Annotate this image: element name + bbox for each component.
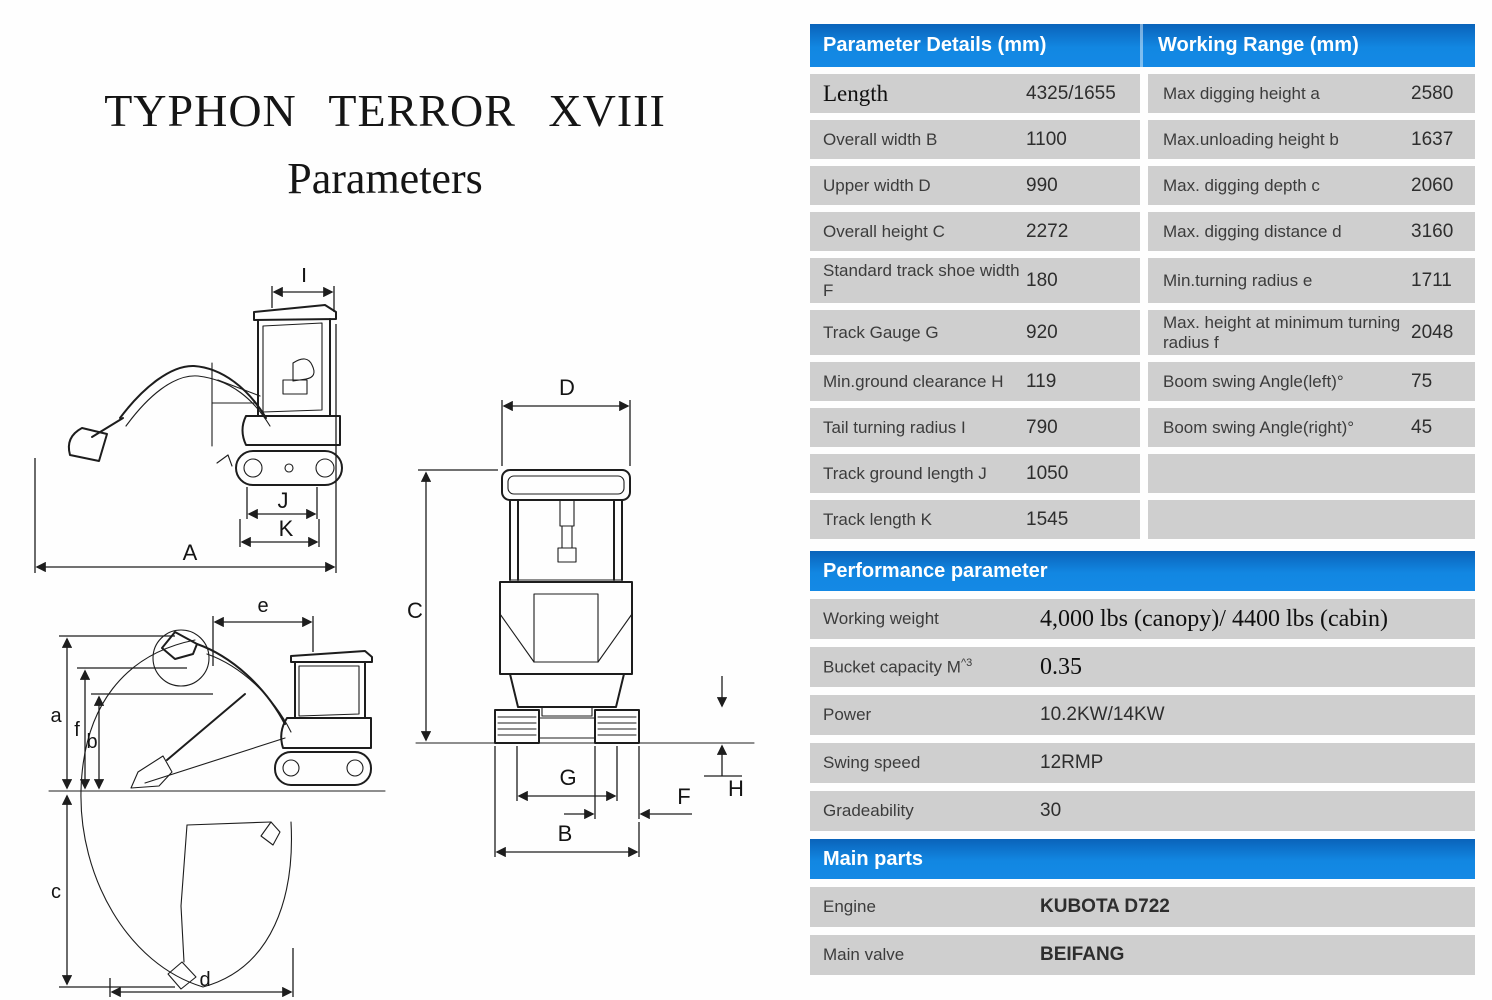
param-value: 180 [1026, 269, 1058, 291]
range-label: Max. height at minimum turning radius f [1163, 313, 1401, 352]
param-value: 4325/1655 [1026, 82, 1116, 104]
param-label: Min.ground clearance H [823, 371, 1004, 391]
param-label: Length [823, 80, 889, 106]
table-row [810, 647, 1475, 687]
dim-label-g-gauge: G [559, 765, 577, 790]
side-view-diagram [22, 268, 344, 586]
perf-value: 12RMP [1040, 752, 1104, 773]
range-value: 2048 [1411, 321, 1454, 343]
param-label: Overall width B [823, 129, 938, 149]
perf-value: 0.35 [1040, 653, 1082, 680]
dim-label-f-shoe: F [677, 784, 691, 809]
dim-label-k: K [278, 516, 294, 541]
table-row [810, 310, 1475, 355]
table-row [810, 454, 1475, 493]
side-view-dimensions [35, 268, 336, 573]
range-value: 2580 [1411, 82, 1454, 104]
param-value: 790 [1026, 416, 1058, 438]
table-row [810, 935, 1475, 975]
perf-label: Swing speed [823, 753, 921, 773]
table-row [810, 887, 1475, 927]
range-label: Max. digging distance d [1163, 221, 1342, 241]
param-label: Track ground length J [823, 463, 987, 483]
superscript: ^3 [960, 657, 973, 670]
dim-label-a: a [50, 705, 62, 727]
param-label: Overall height C [823, 221, 945, 241]
param-value: 119 [1026, 370, 1057, 392]
working-range-diagram [35, 596, 391, 1000]
front-view-dimensions [407, 375, 744, 857]
dim-label-c-height: C [407, 598, 423, 623]
table-row [810, 695, 1475, 735]
range-label: Max digging height a [1163, 83, 1320, 103]
main-parts-section-header: Main parts [810, 839, 1475, 879]
front-view-diagram [402, 370, 774, 886]
table-row [810, 212, 1475, 251]
range-value: 1711 [1411, 269, 1452, 291]
param-value: 920 [1026, 321, 1058, 343]
range-label: Max. digging depth c [1163, 175, 1320, 195]
dim-label-b: b [86, 731, 98, 753]
excavator-side-drawing [69, 305, 342, 485]
table-row [810, 74, 1475, 113]
part-value: BEIFANG [1040, 944, 1125, 965]
dim-label-b-width: B [557, 821, 573, 846]
param-value: 1100 [1026, 128, 1067, 150]
excavator-front-drawing [416, 470, 754, 743]
part-label: Main valve [823, 945, 905, 965]
perf-label: Gradeability [823, 801, 914, 821]
perf-value: 30 [1040, 800, 1062, 821]
dim-label-e: e [257, 596, 269, 617]
range-value: 75 [1411, 370, 1433, 392]
range-value: 2060 [1411, 174, 1454, 196]
table-row [810, 166, 1475, 205]
perf-label: Power [823, 705, 872, 725]
spec-panel [810, 24, 1475, 975]
perf-value: 10.2KW/14KW [1040, 704, 1165, 725]
dim-label-d: d [199, 969, 211, 991]
dim-label-d-width: D [559, 375, 575, 400]
range-value: 45 [1411, 416, 1433, 438]
spec-table-header [810, 24, 1475, 67]
param-label: Track Gauge G [823, 322, 939, 342]
param-label: Upper width D [823, 175, 931, 195]
param-details-header: Parameter Details (mm) [823, 34, 1047, 56]
dim-label-i: I [300, 268, 308, 287]
page-title-line2: Parameters [287, 154, 483, 203]
table-row [810, 743, 1475, 783]
param-label: Tail turning radius I [823, 417, 966, 437]
param-label: Standard track shoe width F [823, 261, 1020, 300]
page-title-line1: TYPHON TERROR XVIII [104, 85, 666, 136]
dim-label-j: J [277, 488, 289, 513]
range-label: Min.turning radius e [1163, 270, 1313, 290]
perf-value: 4,000 lbs (canopy)/ 4400 lbs (cabin) [1040, 605, 1388, 632]
range-label: Max.unloading height b [1163, 129, 1339, 149]
working-range-drawing [49, 630, 385, 989]
param-value: 990 [1026, 174, 1058, 196]
dim-label-h-clearance: H [728, 776, 744, 801]
table-row [810, 791, 1475, 831]
param-value: 1545 [1026, 508, 1069, 530]
table-row [810, 258, 1475, 303]
part-label: Engine [823, 897, 876, 917]
table-row [810, 408, 1475, 447]
param-value: 2272 [1026, 220, 1069, 242]
table-row [810, 120, 1475, 159]
range-value: 1637 [1411, 128, 1454, 150]
perf-label: Working weight [823, 609, 939, 629]
range-label: Boom swing Angle(left)° [1163, 371, 1344, 391]
param-value: 1050 [1026, 462, 1069, 484]
range-value: 3160 [1411, 220, 1454, 242]
page-title [40, 84, 730, 204]
performance-section-header: Performance parameter [810, 551, 1475, 591]
dim-label-c: c [51, 881, 61, 903]
range-label: Boom swing Angle(right)° [1163, 417, 1355, 437]
dim-label-a-overall: A [182, 540, 198, 565]
dim-label-f: f [74, 719, 80, 741]
working-range-header: Working Range (mm) [1140, 24, 1475, 67]
table-row [810, 362, 1475, 401]
param-label: Track length K [823, 509, 932, 529]
part-value: KUBOTA D722 [1040, 896, 1170, 917]
table-row [810, 599, 1475, 639]
table-row [810, 500, 1475, 539]
perf-label: Bucket capacity $M^{\^{}3}$ [823, 657, 973, 677]
